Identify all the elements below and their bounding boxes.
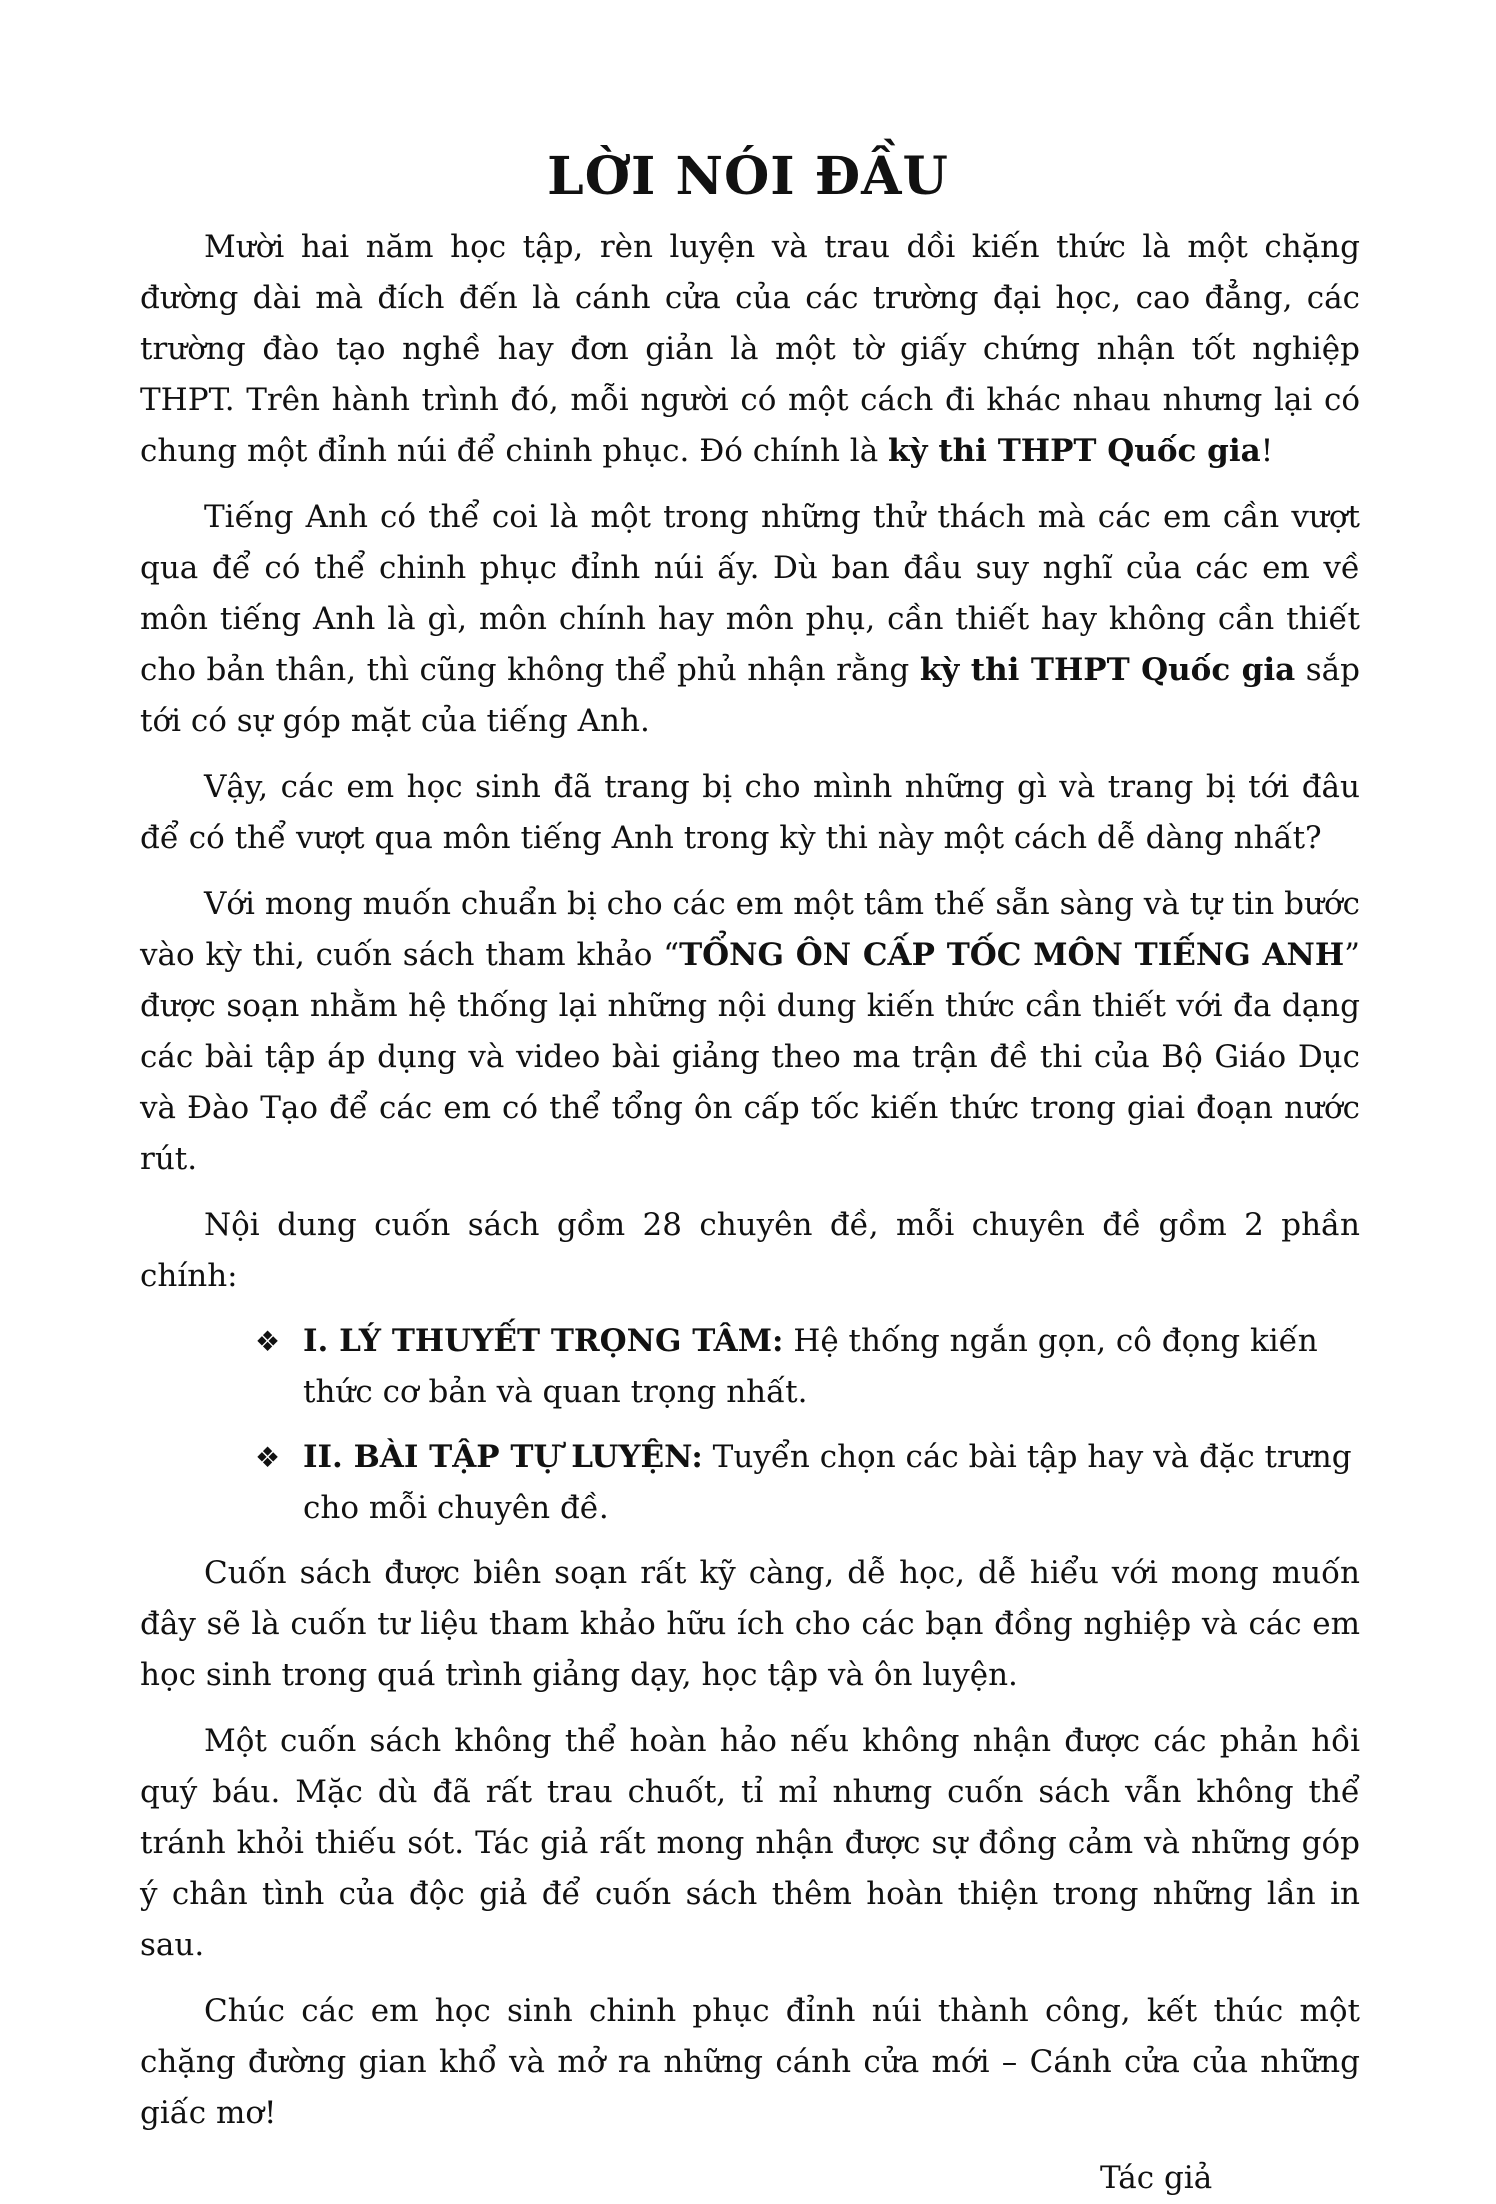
author-signature: Tác giả [1100, 2160, 1213, 2196]
feedback-paragraph: Một cuốn sách không thể hoàn hảo nếu không nhận được các phản hồi quý báu. Mặc dù đã rất trau chuốt, tỉ mỉ nhưng cuốn sách vẫn không thể tránh khỏi thiếu sót. Tác giả rất mong nhận được sự đồng cảm và những góp ý chân tình của độc giả để cuốn sách thêm hoàn thiện trong những lần in sau. [140, 1723, 1360, 1963]
bold-exam-name: kỳ thi THPT Quốc gia [919, 652, 1296, 688]
bold-book-title: TỔNG ÔN CẤP TỐC MÔN TIẾNG ANH [679, 937, 1345, 973]
paragraph-text: ” được soạn nhằm hệ thống lại những nội dung kiến thức cần thiết với đa dạng các bài tập áp dụng và video bài giảng theo ma trận đề thi của Bộ Giáo Dục và Đào Tạo để các em có thể tổng ôn cấp tốc kiến thức trong giai đoạn nước rút. [140, 937, 1360, 1177]
document-body [140, 222, 1360, 2204]
diamond-bullet-icon: ❖ [255, 1441, 281, 1474]
bold-exam-name: kỳ thi THPT Quốc gia [888, 433, 1261, 469]
bullet-text: Hệ thống ngắn gọn, cô đọng kiến thức cơ bản và quan trọng nhất. [303, 1323, 1318, 1410]
list-item [140, 1316, 1360, 1418]
list-item [140, 1432, 1360, 1534]
paragraph-text: Với mong muốn chuẩn bị cho các em một tâm thế sẵn sàng và tự tin bước vào kỳ thi, cuốn sách tham khảo “ [140, 886, 1360, 973]
section-list [140, 1316, 1360, 1534]
closing-paragraph: Chúc các em học sinh chinh phục đỉnh núi thành công, kết thúc một chặng đường gian khổ và mở ra những cánh cửa mới – Cánh cửa của những giấc mơ! [140, 1993, 1360, 2131]
paragraph-text: Tiếng Anh có thể coi là một trong những thử thách mà các em cần vượt qua để có thể chinh phục đỉnh núi ấy. Dù ban đầu suy nghĩ của các em về môn tiếng Anh là gì, môn chính hay môn phụ, cần thiết hay không cần thiết cho bản thân, thì cũng không thể phủ nhận rằng [140, 499, 1360, 688]
bullet-label: II. BÀI TẬP TỰ LUYỆN: [303, 1439, 703, 1475]
intro-paragraph [140, 222, 1360, 477]
paragraph-text: ! [1260, 433, 1274, 469]
book-purpose-paragraph [140, 879, 1360, 1185]
content-summary-paragraph: Nội dung cuốn sách gồm 28 chuyên đề, mỗi chuyên đề gồm 2 phần chính: [140, 1207, 1360, 1294]
bullet-label: I. LÝ THUYẾT TRỌNG TÂM: [303, 1323, 784, 1359]
diamond-bullet-icon: ❖ [255, 1325, 281, 1358]
paragraph-text: sắp tới có sự góp mặt của tiếng Anh. [140, 652, 1361, 739]
page-title: LỜI NÓI ĐẦU [547, 146, 949, 207]
bullet-text: Tuyển chọn các bài tập hay và đặc trưng cho mỗi chuyên đề. [303, 1439, 1352, 1526]
question-paragraph: Vậy, các em học sinh đã trang bị cho mình những gì và trang bị tới đâu để có thể vượt qua môn tiếng Anh trong kỳ thi này một cách dễ dàng nhất? [140, 769, 1360, 856]
compilation-paragraph: Cuốn sách được biên soạn rất kỹ càng, dễ học, dễ hiểu với mong muốn đây sẽ là cuốn tư liệu tham khảo hữu ích cho các bạn đồng nghiệp và các em học sinh trong quá trình giảng dạy, học tập và ôn luyện. [140, 1555, 1360, 1693]
paragraph-text: Mười hai năm học tập, rèn luyện và trau dồi kiến thức là một chặng đường dài mà đích đến là cánh cửa của các trường đại học, cao đẳng, các trường đào tạo nghề hay đơn giản là một tờ giấy chứng nhận tốt nghiệp THPT. Trên hành trình đó, mỗi người có một cách đi khác nhau nhưng lại có chung một đỉnh núi để chinh phục. Đó chính là [140, 229, 1360, 469]
english-paragraph [140, 492, 1360, 747]
